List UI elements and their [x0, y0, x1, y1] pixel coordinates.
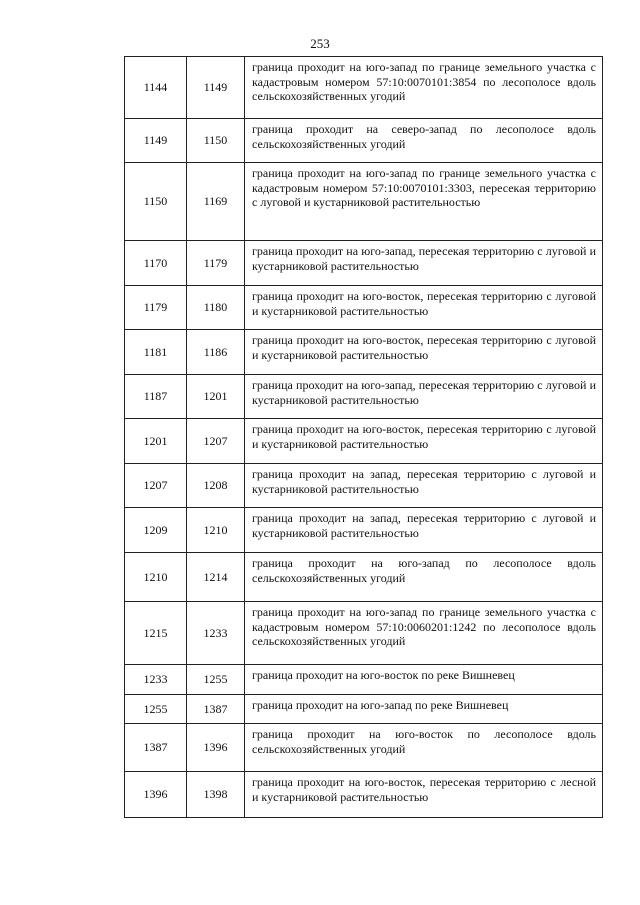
table-row: [125, 464, 603, 508]
to-point-cell: 1214: [187, 553, 245, 602]
table-row: [125, 119, 603, 163]
table-row: [125, 553, 603, 602]
from-point-cell: 1233: [125, 665, 187, 695]
description-cell: граница проходит на юго-запад по реке Вишневец: [245, 695, 603, 724]
table-row: [125, 375, 603, 419]
from-point-cell: 1210: [125, 553, 187, 602]
table-row: [125, 772, 603, 818]
from-point-cell: 1255: [125, 695, 187, 724]
from-point-cell: 1209: [125, 508, 187, 553]
description-cell: граница проходит на северо-запад по лесополосе вдоль сельскохозяйственных угодий: [245, 119, 603, 163]
description-cell: граница проходит на юго-запад по границе земельного участка с кадастровым номером 57:10:0070101:3854 по лесополосе вдоль сельскохозяйственных угодий: [245, 57, 603, 119]
to-point-cell: 1387: [187, 695, 245, 724]
table-row: [125, 330, 603, 375]
to-point-cell: 1398: [187, 772, 245, 818]
description-cell: граница проходит на юго-восток, пересекая территорию с луговой и кустарниковой растительностью: [245, 286, 603, 330]
table-row: [125, 665, 603, 695]
description-cell: граница проходит на юго-запад по границе земельного участка с кадастровым номером 57:10:0070101:3303, пересекая территорию с луговой и кустарниковой растительностью: [245, 163, 603, 241]
to-point-cell: 1208: [187, 464, 245, 508]
to-point-cell: 1396: [187, 724, 245, 772]
to-point-cell: 1180: [187, 286, 245, 330]
to-point-cell: 1149: [187, 57, 245, 119]
from-point-cell: 1149: [125, 119, 187, 163]
description-cell: граница проходит на юго-запад, пересекая территорию с луговой и кустарниковой растительностью: [245, 241, 603, 286]
description-cell: граница проходит на юго-восток по реке Вишневец: [245, 665, 603, 695]
from-point-cell: 1187: [125, 375, 187, 419]
description-cell: граница проходит на юго-восток по лесополосе вдоль сельскохозяйственных угодий: [245, 724, 603, 772]
to-point-cell: 1201: [187, 375, 245, 419]
from-point-cell: 1201: [125, 419, 187, 464]
description-cell: граница проходит на юго-восток, пересекая территорию с луговой и кустарниковой растительностью: [245, 419, 603, 464]
description-cell: граница проходит на запад, пересекая территорию с луговой и кустарниковой растительностью: [245, 508, 603, 553]
to-point-cell: 1169: [187, 163, 245, 241]
to-point-cell: 1255: [187, 665, 245, 695]
from-point-cell: 1396: [125, 772, 187, 818]
to-point-cell: 1233: [187, 602, 245, 665]
description-cell: граница проходит на юго-восток, пересекая территорию с лесной и кустарниковой растительностью: [245, 772, 603, 818]
description-cell: граница проходит на юго-запад по границе земельного участка с кадастровым номером 57:10:0060201:1242 по лесополосе вдоль сельскохозяйственных угодий: [245, 602, 603, 665]
from-point-cell: 1387: [125, 724, 187, 772]
to-point-cell: 1210: [187, 508, 245, 553]
from-point-cell: 1179: [125, 286, 187, 330]
table-row: [125, 286, 603, 330]
description-cell: граница проходит на юго-запад по лесополосе вдоль сельскохозяйственных угодий: [245, 553, 603, 602]
to-point-cell: 1150: [187, 119, 245, 163]
from-point-cell: 1144: [125, 57, 187, 119]
table-row: [125, 602, 603, 665]
to-point-cell: 1179: [187, 241, 245, 286]
table-row: [125, 508, 603, 553]
table-row: [125, 695, 603, 724]
boundary-table: [124, 56, 603, 818]
table-row: [125, 724, 603, 772]
page-number: 253: [310, 36, 330, 51]
description-cell: граница проходит на запад, пересекая территорию с луговой и кустарниковой растительностью: [245, 464, 603, 508]
from-point-cell: 1215: [125, 602, 187, 665]
from-point-cell: 1150: [125, 163, 187, 241]
from-point-cell: 1181: [125, 330, 187, 375]
to-point-cell: 1186: [187, 330, 245, 375]
table-row: [125, 419, 603, 464]
description-cell: граница проходит на юго-восток, пересекая территорию с луговой и кустарниковой растительностью: [245, 330, 603, 375]
to-point-cell: 1207: [187, 419, 245, 464]
from-point-cell: 1207: [125, 464, 187, 508]
table-row: [125, 57, 603, 119]
table-row: [125, 163, 603, 241]
from-point-cell: 1170: [125, 241, 187, 286]
table-row: [125, 241, 603, 286]
description-cell: граница проходит на юго-запад, пересекая территорию с луговой и кустарниковой растительностью: [245, 375, 603, 419]
